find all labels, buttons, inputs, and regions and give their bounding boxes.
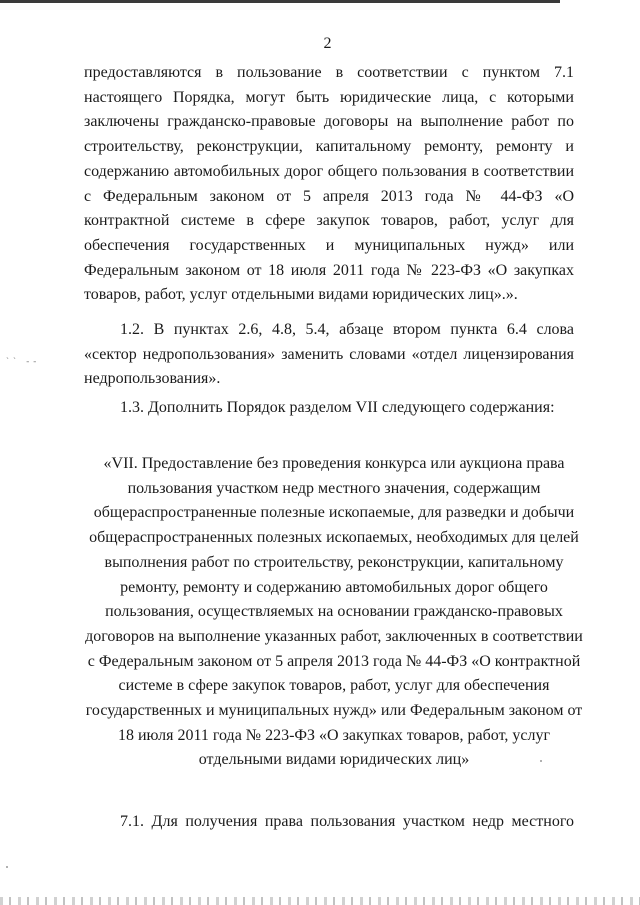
section-heading-vii: «VII. Предоставление без проведения конкурса или аукциона права пользования участком недр местного значения, содержащим общераспространенные полезные ископаемые, для разведки и добычи общераспространенных полезных ископаемых, необходимых для целей выполнения работ по строительству, реконструкции, капитальному ремонту, ремонту и содержанию автомобильных дорог общего пользования, осуществляемых на основании гражданско-правовых договоров на выполнение указанных работ, заключенных в соответствии с Федеральным законом от 5 апреля 2013 года № 44-ФЗ «О контрактной системе в сфере закупок товаров, работ, услуг для обеспечения государственных и муниципальных нужд» или Федеральным законом от 18 июля 2011 года № 223-ФЗ «О закупках товаров, работ, услуг отдельными видами юридических лиц» xyxy=(85,455,583,769)
paragraph-item-1-3: 1.3. Дополнить Порядок разделом VII следующего содержания: xyxy=(120,399,555,416)
page-number: 2 xyxy=(323,35,332,52)
scan-speck xyxy=(6,866,8,868)
bottom-scan-noise xyxy=(0,897,640,905)
margin-scan-mark: `` -- xyxy=(6,356,41,366)
top-border-line xyxy=(0,0,560,3)
scan-speck xyxy=(540,760,542,762)
paragraph-item-1-2: 1.2. В пунктах 2.6, 4.8, 5.4, абзаце втором пункта 6.4 слова «сектор недропользования» заменить словами «отдел лицензирования недропользования». xyxy=(84,321,574,388)
paragraph-continuation: предоставляются в пользование в соответствии с пунктом 7.1 настоящего Порядка, могут быть юридические лица, с которыми заключены гражданско-правовые договоры на выполнение работ по строительству, реконструкции, капитальному ремонту, ремонту и содержанию автомобильных дорог общего пользования в соответствии с Федеральным законом от 5 апреля 2013 года № 44-ФЗ «О контрактной системе в сфере закупок товаров, работ, услуг для обеспечения государственных и муниципальных нужд» или Федеральным законом от 18 июля 2011 года № 223-ФЗ «О закупках товаров, работ, услуг отдельными видами юридических лиц».». xyxy=(84,64,574,304)
paragraph-item-7-1: 7.1. Для получения права пользования участком недр местного xyxy=(120,813,574,830)
